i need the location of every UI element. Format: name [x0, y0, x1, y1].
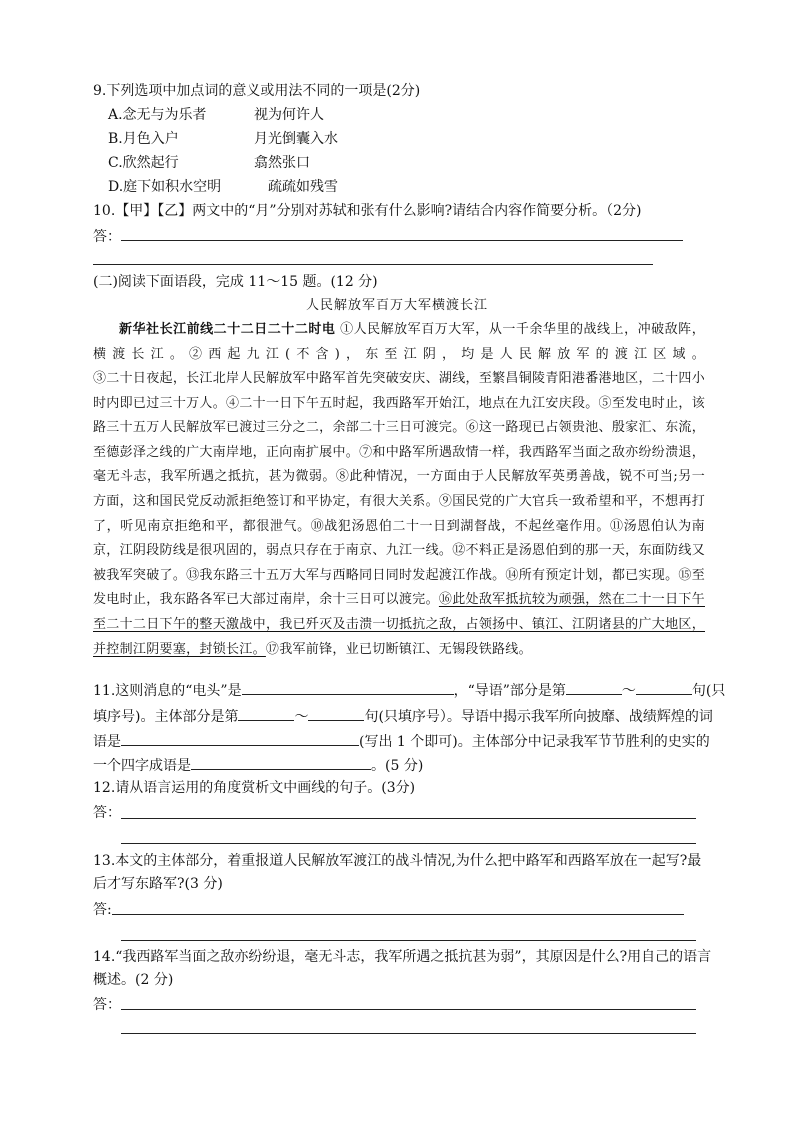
q11-line-2: [93, 706, 713, 727]
q13-answer-label: 答:: [93, 902, 112, 918]
passage-paragraph-2-end: ⑰我军前锋，业已切断镇江、无锡段铁路线。: [265, 641, 532, 657]
q11-blank-lead-end[interactable]: [636, 680, 692, 695]
passage-paragraph-1-text: ①人民解放军百万大军，从一千余华里的战线上，冲破敌阵，横渡长江。②西起九江(不含)，东至江阴，均是人民解放军的渡江区域。: [93, 322, 705, 362]
q14-answer-label: 答：: [93, 997, 121, 1013]
q11-line-3: [93, 731, 710, 752]
q9-option-c-pair: 翕然张口: [254, 155, 310, 171]
q9-option-a-pair: 视为何许人: [254, 107, 324, 123]
q11-text-2c: 句(只填序号）。导语中揭示我军所向披靡、战绩辉煌的词: [364, 709, 713, 725]
q11-text-4b: 。(5 分): [371, 758, 424, 774]
q13-answer-line-1[interactable]: [112, 914, 684, 915]
q12-answer-label: 答：: [93, 805, 121, 821]
q11-text-2b: ～: [294, 709, 309, 725]
q11-text-3a: 语是: [93, 734, 121, 750]
q13-stem-line-2: 后才写东路军?(3 分): [93, 876, 223, 892]
q11-blank-body-start[interactable]: [238, 706, 294, 721]
q10-answer-line-2[interactable]: [93, 264, 653, 265]
q11-text-1d: 句(只: [691, 683, 726, 699]
q11-text-3b: (写出 1 个即可)。主体部分中记录我军节节胜利的史实的: [359, 734, 710, 750]
q14-stem-line-1: 14.“我西路军当面之敌亦纷纷退，毫无斗志，我军所遇之抵抗甚为弱”，其原因是什么?用自己的语言: [93, 949, 712, 965]
q9-option-d: D.庭下如积水空明: [108, 179, 222, 195]
q12-stem: 12.请从语言运用的角度赏析文中画线的句子。(3分): [93, 780, 416, 796]
q9-option-c: C.欣然起行: [108, 155, 179, 171]
q9-option-b: B.月色入户: [108, 131, 179, 147]
q11-blank-dateline[interactable]: [242, 680, 454, 695]
q13-stem-line-1: 13.本文的主体部分，着重报道人民解放军渡江的战斗情况,为什么把中路军和西路军放在一起写?最: [93, 853, 702, 869]
passage-dateline: 新华社长江前线二十二日二十二时电: [119, 322, 336, 337]
q14-stem-line-2: 概述。(2 分): [93, 972, 174, 988]
q11-text-4a: 一个四字成语是: [93, 758, 191, 774]
q13-answer-line-2[interactable]: [121, 940, 696, 941]
q11-blank-body-end[interactable]: [308, 706, 364, 721]
q9-option-d-pair: 疏疏如残雪: [268, 179, 338, 195]
q11-line-4: [93, 755, 423, 776]
q10-answer-label: 答：: [93, 229, 121, 245]
q9-option-b-pair: 月光倒囊入水: [254, 131, 338, 147]
q11-text-1c: ～: [621, 683, 636, 699]
q11-blank-idiom[interactable]: [191, 755, 371, 770]
q12-answer-line-2[interactable]: [121, 843, 696, 844]
passage-title: 人民解放军百万大军横渡长江: [305, 298, 488, 313]
passage-paragraph-2-text: ③二十日夜起，长江北岸人民解放军中路军首先突破安庆、湖线，至繁昌铜陵青阳港番港地区，二十四小时内即已过三十万人。④二十一日下午五时起，我西路军开始江，地点在九江安庆段。⑤至发电时止，该路三十五万人民解放军已渡过三分之二，余部二十三日可渡完。⑥这一路现已占领贵池、殷家汇、东流，至德彭泽之线的广大南岸地，正向南扩展中。⑦和中路军所遇敌情一样，我西路军当面之敌亦纷纷溃退，毫无斗志，我军所遇之抵抗，甚为微弱。⑧此种情况，一方面由于人民解放军英勇善战，锐不可当;另一方面，这和国民党反动派拒绝签订和平协定，有很大关系。⑨国民党的广大官兵一致希望和平，不想再打了，听见南京拒绝和平，都很泄气。⑩战犯汤恩伯二十一日到湖督战，不起丝毫作用。⑪汤恩伯认为南京，江阴段防线是很巩固的，弱点只存在于南京、九江一线。⑫不料正是汤恩伯到的那一天，东面防线又被我军突破了。⑬我东路三十五万大军与西略同日同时发起渡江作战。⑭所有预定计划，都已实现。⑮至发电时止，我东路各军已大部过南岸，余十三日可以渡完。: [93, 371, 705, 608]
q11-text-1b: ，“导语”部分是第: [453, 683, 566, 699]
q10-answer-line-1[interactable]: [121, 240, 683, 241]
q11-text-1a: 11.这则消息的“电头”是: [93, 683, 242, 699]
q14-answer-line-1[interactable]: [121, 1009, 696, 1010]
q14-answer-line-2[interactable]: [121, 1033, 696, 1034]
section2-intro: (二)阅读下面语段，完成 11～15 题。(12 分): [93, 274, 378, 290]
q12-answer-line-1[interactable]: [121, 818, 696, 819]
q9-option-a: A.念无与为乐者: [108, 107, 207, 123]
passage-paragraph-2: [93, 367, 705, 662]
q11-line-1: [93, 680, 725, 701]
passage-underlined-sentence: ⑯此处敌军抵抗较为顽强，然在二十一日下午至二十二日下午的整天激战中，我已歼灭及击溃一切抵抗之敌，占领扬中、镇江、江阴诸县的广大地区，并控制江阴要塞，封锁长江。: [93, 592, 705, 657]
q10-stem: 10.【甲】【乙】两文中的“月”分别对苏轼和张有什么影响?请结合内容作简要分析。（2分): [93, 203, 642, 219]
q11-text-2a: 填序号)。主体部分是第: [93, 709, 239, 725]
q11-blank-word[interactable]: [121, 731, 359, 746]
q9-stem: 9.下列选项中加点词的意义或用法不同的一项是(2分): [93, 83, 421, 99]
q11-blank-lead-start[interactable]: [566, 680, 622, 695]
passage-paragraph-1: [93, 318, 705, 367]
